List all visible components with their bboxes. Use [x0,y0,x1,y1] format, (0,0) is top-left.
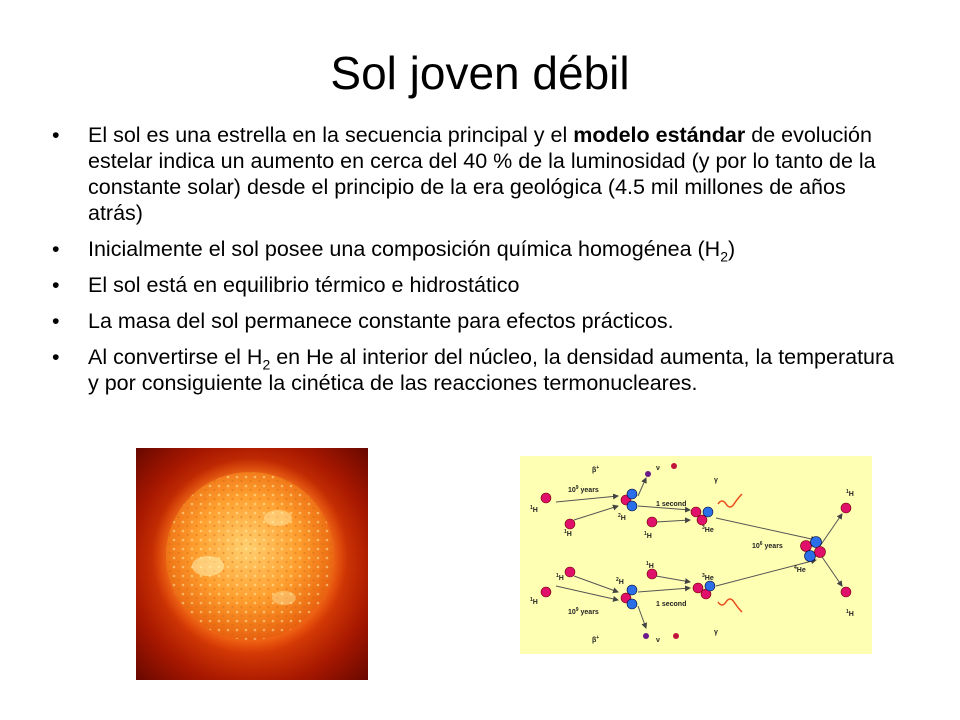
svg-text:3He: $^3$He [702,525,714,534]
svg-text:ν: ν [656,637,660,644]
svg-text:1 second: 1 second [656,501,687,508]
bullet-text: de evolución estelar indica un aumento en cerca del 40 % de la luminosidad (y por lo tanto de la constante solar) desde el principio de la era geológica (4.5 mil millones de años atrás) [88,123,876,225]
svg-text:β+: β+ [592,465,600,474]
bullet-bold-text: modelo estándar [573,123,746,147]
svg-text:4He: $^4$He [794,565,806,574]
pp-chain-diagram [520,456,872,654]
bullet-text: La masa del sol permanece constante para efectos prácticos. [88,309,674,333]
bullet-item [52,308,902,334]
svg-text:2H: $^2$H [616,577,624,586]
svg-text:1H: $^1$H [846,489,854,498]
svg-text:109 years: $10^9$ years [568,607,599,616]
svg-text:1H: $^1$H [646,561,654,570]
svg-text:1H: $^1$H [564,529,572,538]
bullet-item [52,236,902,265]
svg-text:ν: ν [656,465,660,472]
svg-text:3He: $^3$He [702,573,714,582]
svg-text:1H: $^1$H [644,531,652,540]
svg-text:γ: γ [714,477,718,484]
subscript: 2 [720,248,729,265]
svg-text:1H: $^1$H [530,597,538,606]
subscript: 2 [262,356,271,373]
bullet-item [52,272,902,298]
bullet-text: en He al interior del núcleo, la densidad aumenta, la temperatura y por consiguiente la cinética de las reacciones termonucleares. [88,345,895,395]
bullet-text: Inicialmente el sol posee una composición química homogénea (H [88,237,721,261]
svg-text:109 years: $10^9$ years [568,485,599,494]
svg-text:γ: γ [714,629,718,636]
bullet-item [52,122,902,226]
sun-photo [136,448,368,680]
svg-text:1H: $^1$H [530,505,538,514]
bullet-dot: • [52,345,60,369]
bullet-dot: • [52,237,60,261]
bullet-text: ) [728,237,736,261]
bullet-list [52,122,902,406]
bullet-text: El sol está en equilibrio térmico e hidrostático [88,273,520,297]
bullet-text: Al convertirse el H [88,345,263,369]
bullet-dot: • [52,309,60,333]
svg-text:106 years: $10^6$ years [752,541,783,550]
svg-text:1H: $^1$H [846,609,854,618]
svg-text:β+: β+ [592,635,600,644]
bullet-item [52,344,902,396]
bullet-dot: • [52,123,60,147]
svg-text:2H: $^2$H [618,513,626,522]
svg-text:1H: $^1$H [556,573,564,582]
slide-title: Sol joven débil [330,47,630,99]
svg-text:1 second: 1 second [656,601,687,608]
bullet-dot: • [52,273,60,297]
bullet-text: El sol es una estrella en la secuencia principal y el [88,123,574,147]
